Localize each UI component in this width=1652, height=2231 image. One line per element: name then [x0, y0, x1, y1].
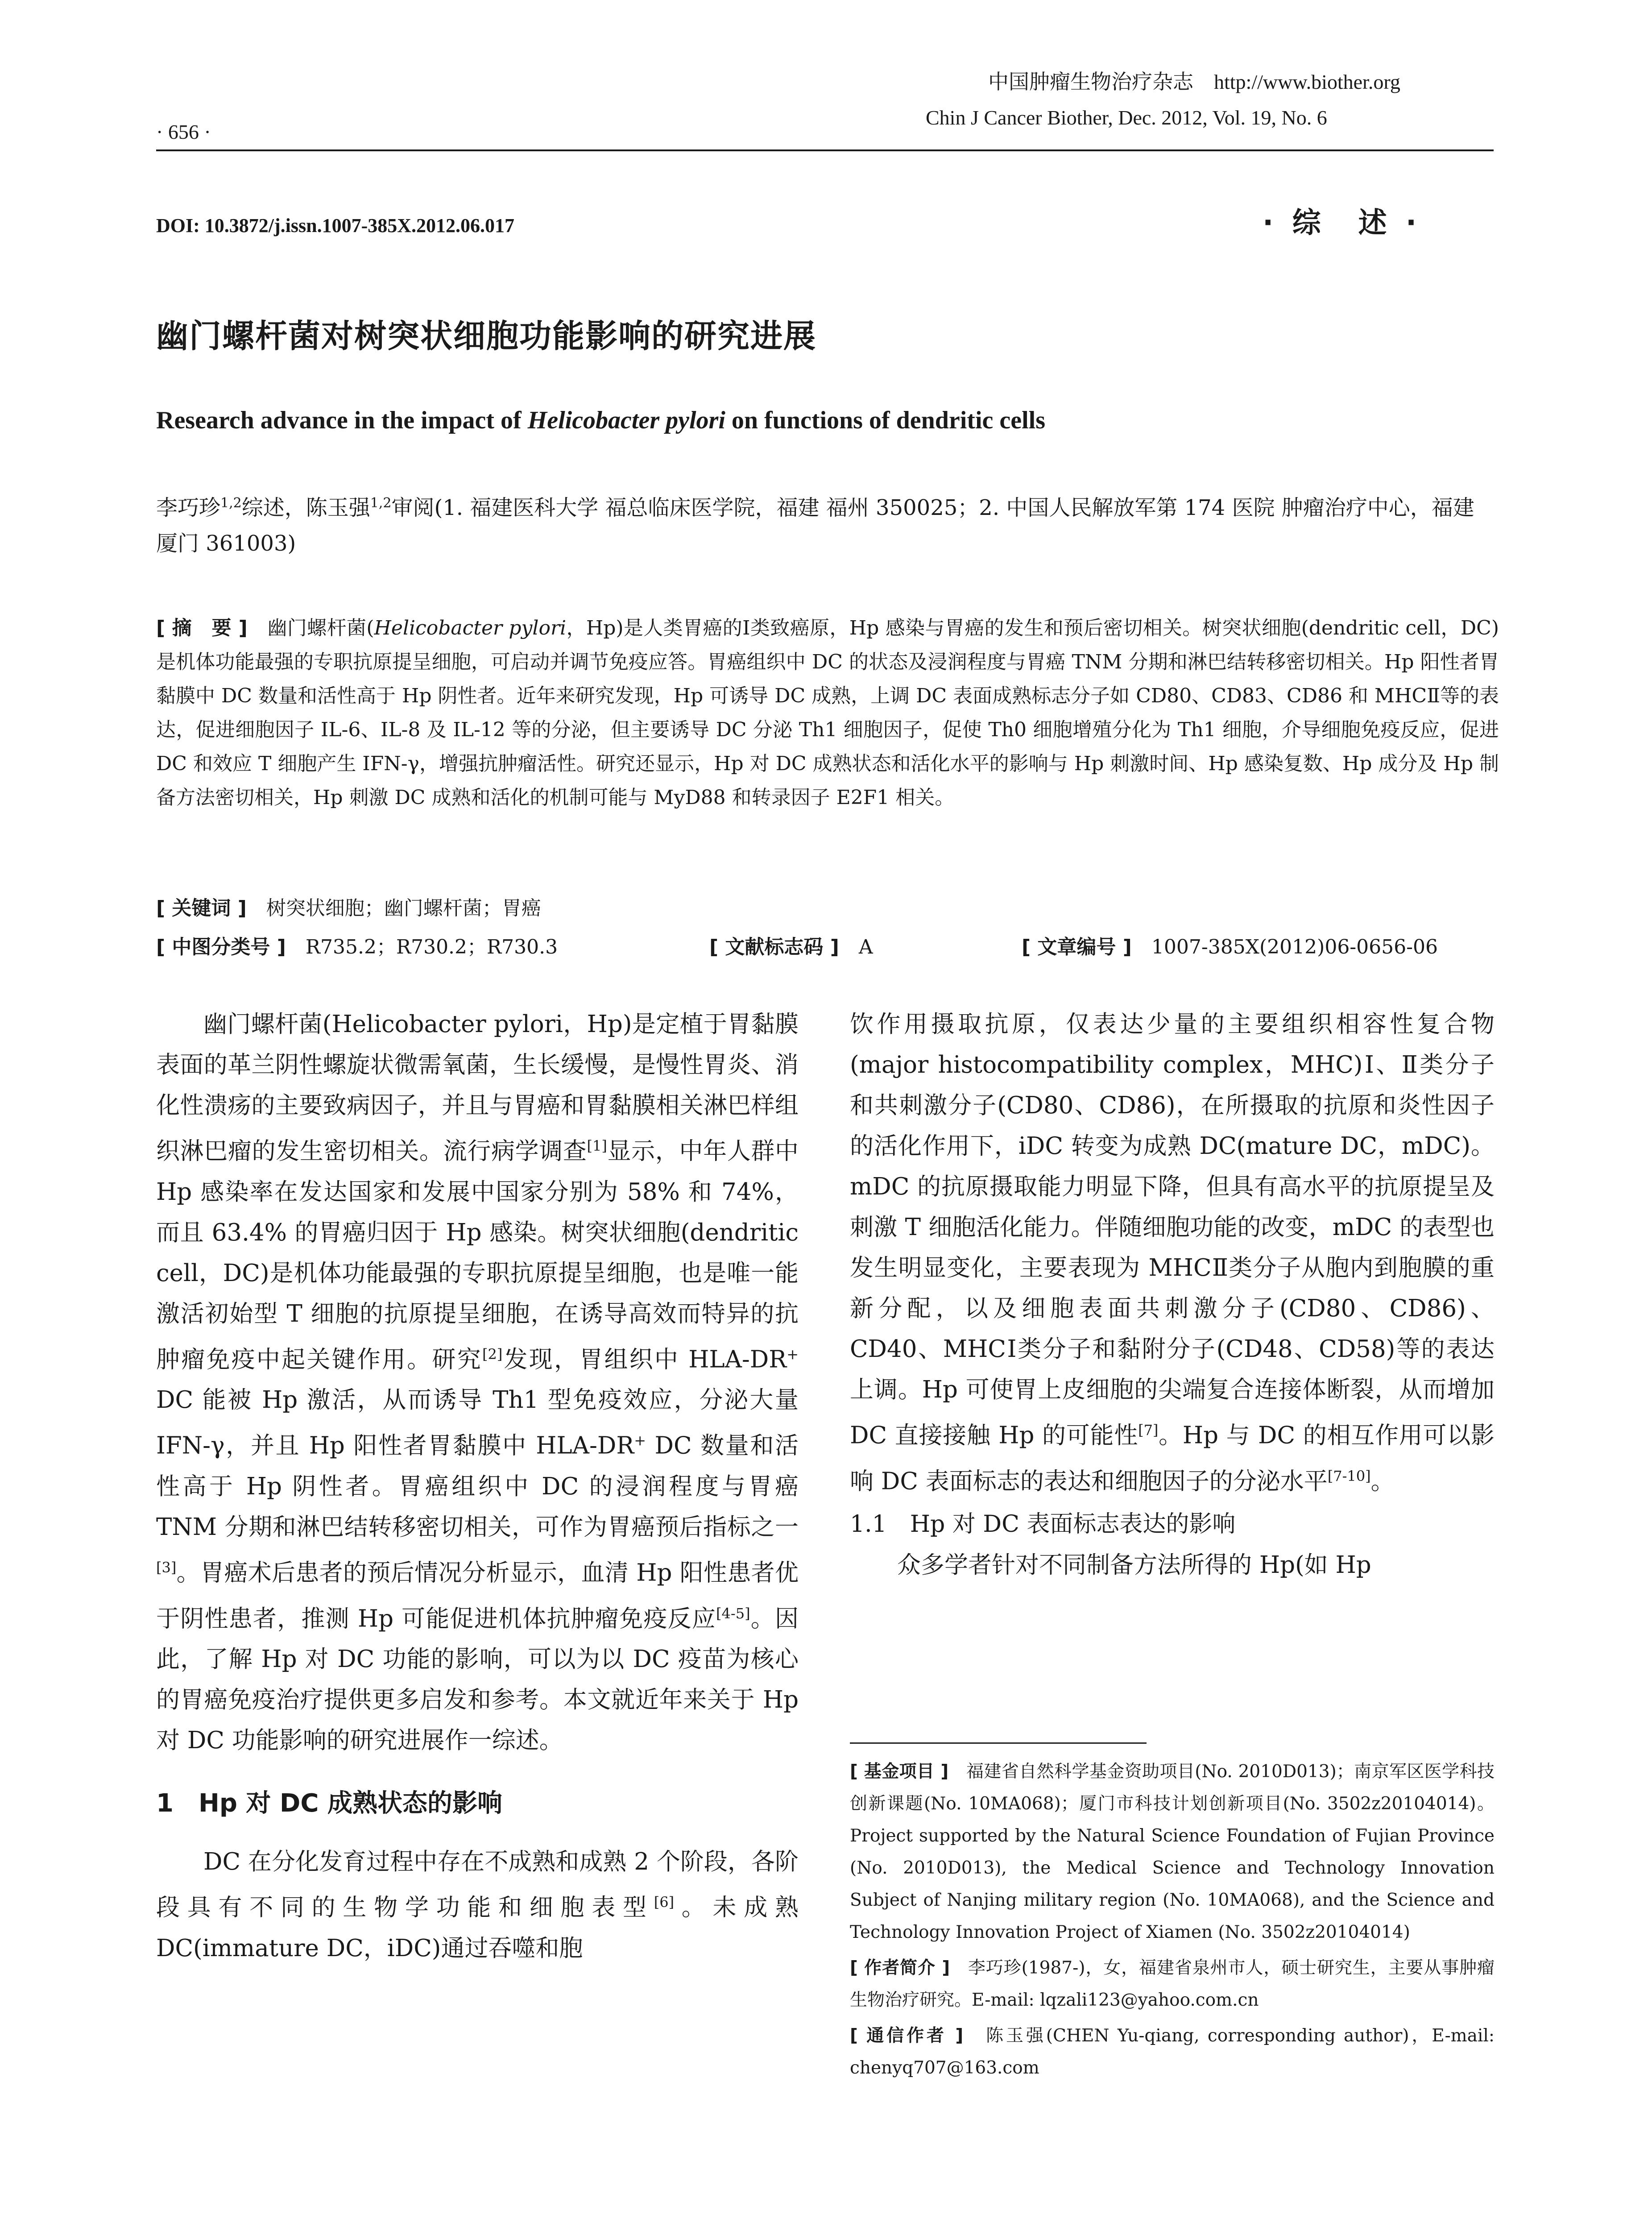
- left-column: [156, 1004, 799, 1969]
- section-1-1-heading: 1.1 Hp 对 DC 表面标志表达的影响: [850, 1511, 1236, 1538]
- author-2: 陈玉强: [306, 495, 370, 520]
- right-paragraph-1: 饮作用摄取抗原，仅表达少量的主要组织相容性复合物(major histocompatibility complex，MHC)Ⅰ、Ⅱ类分子和共刺激分子(CD80、CD86)，在所摄取的抗原和炎性因子的活化作用下，iDC 转变为成熟 DC(mature DC，mDC)。mDC 的抗原摄取能力明显下降，但具有高水平的抗原提呈及刺激 T 细胞活化能力。伴随细胞功能的改变，mDC 的表型也发生明显变化，主要表现为 MHCⅡ类分子从胞内到胞膜的重新分配，以及细胞表面共刺激分子(CD80、CD86)、CD40、MHCⅠ类分子和黏附分子(CD48、CD58)等的表达上调。Hp 可使胃上皮细胞的尖端复合连接体断裂，从而增加 DC 直接接触 Hp 的可能性[7]。Hp 与 DC 的相互作用可以影响 DC 表面标志的表达和细胞因子的分泌水平[7-10]。: [850, 1011, 1495, 1495]
- author-line: 李巧珍$^{1,2}$综述，陈玉强$^{1,2}$审阅(1. 福建医科大学 福总临床医学院，福建 福州 350025；2. 中国人民解放军第 174 医院 肿瘤治疗中心，福建 厦门 361003): [156, 495, 1474, 556]
- intro-paragraph: 幽门螺杆菌(Helicobacter pylori，Hp)是定植于胃黏膜表面的革兰阴性螺旋状微需氧菌，生长缓慢，是慢性胃炎、消化性溃疡的主要致病因子，并且与胃癌和胃黏膜相关淋巴样组织淋巴瘤的发生密切相关。流行病学调查[1]显示，中年人群中 Hp 感染率在发达国家和发展中国家分别为 58% 和 74%，而且 63.4% 的胃癌归因于 Hp 感染。树突状细胞(dendritic cell，DC)是机体功能最强的专职抗原提呈细胞，也是唯一能激活初始型 T 细胞的抗原提呈细胞，在诱导高效而特异的抗肿瘤免疫中起关键作用。研究[2]发现，胃组织中 HLA-DR+ DC 能被 Hp 激活，从而诱导 Th1 型免疫效应，分泌大量 IFN-γ，并且 Hp 阳性者胃黏膜中 HLA-DR+ DC 数量和活性高于 Hp 阴性者。胃癌组织中 DC 的浸润程度与胃癌 TNM 分期和淋巴结转移密切相关，可作为胃癌预后指标之一[3]。胃癌术后患者的预后情况分析显示，血清 Hp 阳性患者优于阴性患者，推测 Hp 可能促进机体抗肿瘤免疫反应[4-5]。因此，了解 Hp 对 DC 功能的影响，可以为以 DC 疫苗为核心的胃癌免疫治疗提供更多启发和参考。本文就近年来关于 Hp 对 DC 功能影响的研究进展作一综述。: [156, 1011, 799, 1754]
- document-code: [ 文献标志码 ] A: [709, 936, 873, 958]
- author-1: 李巧珍: [156, 495, 221, 520]
- page-number: · 656 ·: [156, 120, 211, 143]
- journal-issue: Chin J Cancer Biother, Dec. 2012, Vol. 19, No. 6: [926, 106, 1327, 129]
- right-paragraph-2: 众多学者针对不同制备方法所得的 Hp(如 Hp: [897, 1551, 1371, 1579]
- correspondence-note: [ 通信作者 ] 陈玉强(CHEN Yu-qiang, corresponding author)，E-mail: chenyq707@163.com: [850, 2026, 1495, 2078]
- keywords: [ 关键词 ] 树突状细胞；幽门螺杆菌；胃癌: [156, 897, 541, 920]
- section-label: · 综 述 ·: [1263, 207, 1421, 240]
- title-en: Research advance in the impact of Helicobacter pylori on functions of dendritic cells: [156, 406, 1045, 434]
- title-cn: 幽门螺杆菌对树突状细胞功能影响的研究进展: [156, 317, 817, 355]
- header-rule: [156, 149, 1494, 151]
- abstract: [ 摘 要 ] 幽门螺杆菌(Helicobacter pylori，Hp)是人类胃癌的Ⅰ类致癌原，Hp 感染与胃癌的发生和预后密切相关。树突状细胞(dendritic cell，DC)是机体功能最强的专职抗原提呈细胞，可启动并调节免疫应答。胃癌组织中 DC 的状态及浸润程度与胃癌 TNM 分期和淋巴结转移密切相关。Hp 阳性者胃黏膜中 DC 数量和活性高于 Hp 阴性者。近年来研究发现，Hp 可诱导 DC 成熟，上调 DC 表面成熟标志分子如 CD80、CD83、CD86 和 MHCⅡ等的表达，促进细胞因子 IL-6、IL-8 及 IL-12 等的分泌，但主要诱导 DC 分泌 Th1 细胞因子，促使 Th0 细胞增殖分化为 Th1 细胞，介导细胞免疫反应，促进 DC 和效应 T 细胞产生 IFN-γ，增强抗肿瘤活性。研究还显示，Hp 对 DC 成熟状态和活化水平的影响与 Hp 刺激时间、Hp 感染复数、Hp 成分及 Hp 制备方法密切相关，Hp 刺激 DC 成熟和活化的机制可能与 MyD88 和转录因子 E2F1 相关。: [156, 617, 1499, 809]
- footnotes: [850, 1756, 1495, 2088]
- fund-note: [ 基金项目 ] 福建省自然科学基金资助项目(No. 2010D013)；南京军区医学科技创新课题(No. 10MA068)；厦门市科技计划创新项目(No. 3502z20104014)。Project supported by the Natural Science Foundation of Fujian Province (No. 2010D013), the Medical Science and Technology Innovation Subject of Nanjing military region (No. 10MA068), and the Science and Technology Innovation Project of Xiamen (No. 3502z20104014): [850, 1762, 1495, 1942]
- clc: [ 中图分类号 ] R735.2；R730.2；R730.3: [156, 936, 558, 958]
- journal-name-url: 中国肿瘤生物治疗杂志 http://www.biother.org: [988, 70, 1400, 93]
- affiliations: (1. 福建医科大学 福总临床医学院，福建 福州 350025；2. 中国人民解放军第 174 医院 肿瘤治疗中心，福建 厦门 361003): [156, 495, 1474, 556]
- article-number: [ 文章编号 ] 1007-385X(2012)06-0656-06: [1022, 936, 1438, 958]
- abstract-label: [ 摘 要 ]: [156, 617, 248, 639]
- right-column: [850, 1004, 1495, 1585]
- doi: DOI: 10.3872/j.issn.1007-385X.2012.06.017: [156, 215, 515, 236]
- keywords-label: [ 关键词 ]: [156, 897, 247, 920]
- section-1-heading: 1 Hp 对 DC 成熟状态的影响: [156, 1789, 502, 1818]
- author-note: [ 作者简介 ] 李巧珍(1987-)，女，福建省泉州市人，硕士研究生，主要从事肿瘤生物治疗研究。E-mail: lqzali123@yahoo.com.cn: [850, 1958, 1495, 2010]
- section-1-paragraph: DC 在分化发育过程中存在不成熟和成熟 2 个阶段，各阶段具有不同的生物学功能和细胞表型[6]。未成熟 DC(immature DC，iDC)通过吞噬和胞: [156, 1848, 799, 1962]
- footnote-rule: [850, 1742, 1147, 1744]
